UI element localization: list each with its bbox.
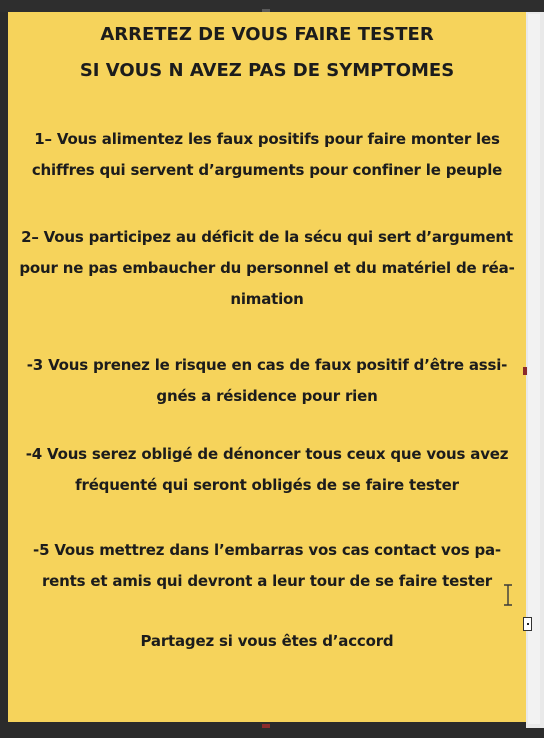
item-5: [8, 541, 526, 591]
item-1-line-2: chiffres qui servent d’arguments pour confiner le peuple: [31, 161, 503, 179]
item-3: [8, 356, 526, 406]
title-line-2: SI VOUS N AVEZ PAS DE SYMPTOMES: [79, 60, 455, 81]
text-cursor-icon: [502, 583, 514, 607]
bottom-edge: [0, 728, 544, 738]
item-5-line-1: -5 Vous mettrez dans l’embarras vos cas contact vos pa-: [33, 541, 501, 559]
item-2-line-1: 2– Vous participez au déficit de la sécu qui sert d’argument: [21, 228, 513, 246]
item-5-line-2: rents et amis qui devront a leur tour de se faire tester: [41, 572, 492, 590]
item-2-line-2: pour ne pas embaucher du personnel et du matériel de réa-: [19, 259, 515, 277]
title-line-1: ARRETEZ DE VOUS FAIRE TESTER: [100, 24, 434, 45]
item-3-line-1: -3 Vous prenez le risque en cas de faux positif d’être assi-: [26, 356, 508, 374]
item-1-line-1: 1– Vous alimentez les faux positifs pour faire monter les: [34, 130, 500, 148]
resize-handle-icon[interactable]: [523, 617, 532, 631]
item-3-line-2: gnés a résidence pour rien: [156, 387, 378, 405]
closing-line: Partagez si vous êtes d’accord: [140, 632, 394, 650]
item-4-line-1: -4 Vous serez obligé de dénoncer tous ceux que vous avez: [25, 445, 509, 463]
item-4-line-2: fréquenté qui seront obligés de se faire tester: [75, 476, 459, 494]
item-2: [8, 228, 526, 309]
document-page: [8, 12, 526, 722]
item-4: [8, 445, 526, 495]
top-edge: [0, 0, 544, 12]
item-2-line-3: nimation: [230, 290, 304, 308]
item-1: [8, 130, 526, 180]
side-marker: [523, 367, 527, 375]
